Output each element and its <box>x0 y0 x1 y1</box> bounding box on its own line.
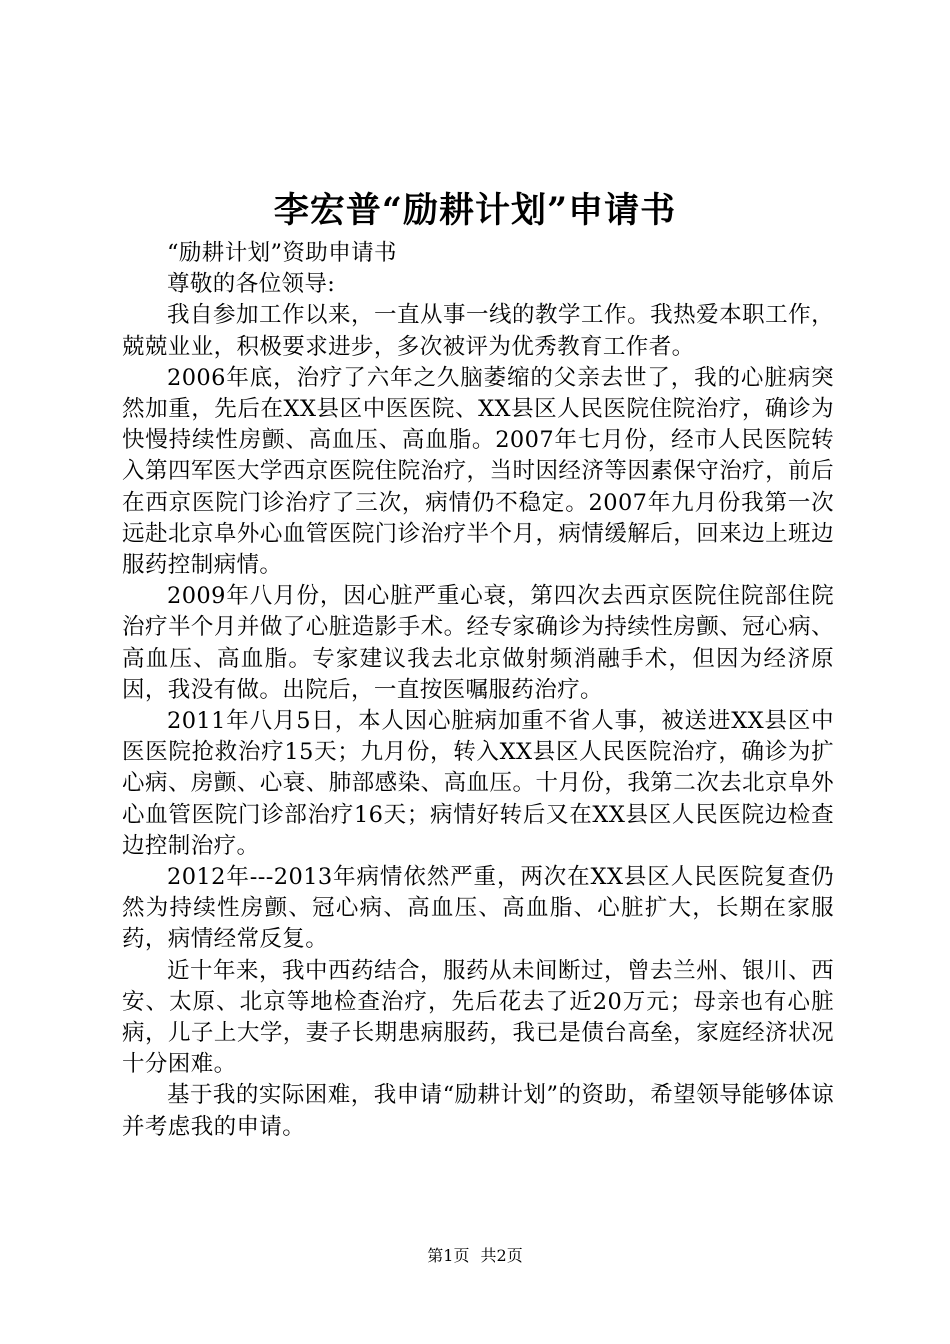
paragraph-closing: 基于我的实际困难，我申请“励耕计划”的资助，希望领导能够体谅并考虑我的申请。 <box>122 1082 834 1140</box>
paragraph-salutation: 尊敬的各位领导: <box>167 271 336 298</box>
page-total: 共2页 <box>480 1246 523 1265</box>
document-title: 李宏普“励耕计划”申请书 <box>273 190 677 231</box>
document-body <box>122 238 834 1143</box>
paragraph-subtitle: “励耕计划”资助申请书 <box>167 240 397 266</box>
page-number: 第1页 <box>427 1246 470 1265</box>
paragraph: 2011年八月5日，本人因心脏病加重不省人事，被送进XX县区中医医院抢救治疗15天；九月份，转入XX县区人民医院治疗，确诊为扩心病、房颤、心衰、肺部感染、高血压。十月份，我第二次去北京阜外心血管医院门诊部治疗16天；病情好转后又在XX县区人民医院边检查边控制治疗。 <box>122 708 834 859</box>
page-footer <box>0 1246 950 1266</box>
paragraph: 2009年八月份，因心脏严重心衰，第四次去西京医院住院部住院治疗半个月并做了心脏造影手术。经专家确诊为持续性房颤、冠心病、高血压、高血脂。专家建议我去北京做射频消融手术，但因为经济原因，我没有做。出院后，一直按医嘱服药治疗。 <box>122 583 834 703</box>
paragraph: 2012年---2013年病情依然严重，两次在XX县区人民医院复查仍然为持续性房颤、冠心病、高血压、高血脂、心脏扩大，长期在家服药，病情经常反复。 <box>122 864 834 953</box>
paragraph: 2006年底，治疗了六年之久脑萎缩的父亲去世了，我的心脏病突然加重，先后在XX县区中医医院、XX县区人民医院住院治疗，确诊为快慢持续性房颤、高血压、高血脂。2007年七月份，经市人民医院转入第四军医大学西京医院住院治疗，当时因经济等因素保守治疗，前后在西京医院门诊治疗了三次，病情仍不稳定。2007年九月份我第一次远赴北京阜外心血管医院门诊治疗半个月，病情缓解后，回来边上班边服药控制病情。 <box>122 364 834 579</box>
paragraph: 近十年来，我中西药结合，服药从未间断过，曾去兰州、银川、西安、太原、北京等地检查治疗，先后花去了近20万元；母亲也有心脏病，儿子上大学，妻子长期患病服药，我已是债台高垒，家庭经济状况十分困难。 <box>122 957 834 1078</box>
paragraph: 我自参加工作以来，一直从事一线的教学工作。我热爱本职工作，兢兢业业，积极要求进步，多次被评为优秀教育工作者。 <box>122 302 834 360</box>
